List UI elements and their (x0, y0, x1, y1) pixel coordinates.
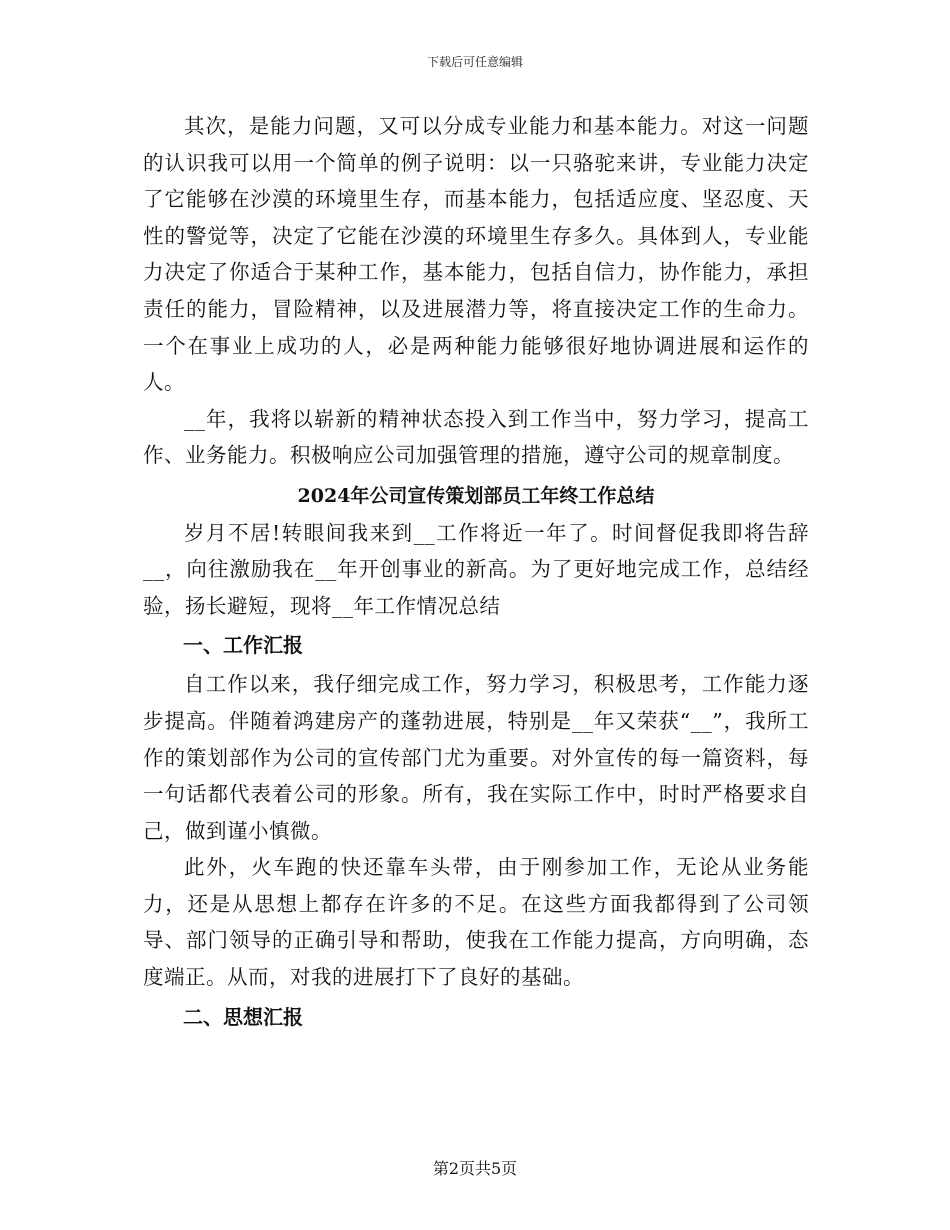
paragraph-intro: 岁月不居!转眼间我来到__工作将近一年了。时间督促我即将告辞__，向往激励我在__年开创事业的新高。为了更好地完成工作，总结经验，扬长避短，现将__年工作情况总结 (143, 520, 809, 618)
paragraph-work-1: 自工作以来，我仔细完成工作，努力学习，积极思考，工作能力逐步提高。伴随着鸿建房产的蓬勃进展，特别是__年又荣获“__”，我所工作的策划部作为公司的宣传部门尤为重要。对外宣传的每一篇资料，每一句话都代表着公司的形象。所有，我在实际工作中，时时严格要求自己，做到谨小慎微。 (143, 672, 809, 843)
page-header: 下载后可任意编辑 (426, 55, 523, 69)
section-heading-work-report: 一、工作汇报 (183, 633, 303, 658)
paragraph-work-2: 此外，火车跑的快还靠车头带，由于刚参加工作，无论从业务能力，还是从思想上都存在许多的不足。在这些方面我都得到了公司领导、部门领导的正确引导和帮助，使我在工作能力提高，方向明确，态度端正。从而，对我的进展打下了良好的基础。 (143, 855, 809, 990)
document-body (143, 108, 809, 1038)
page-footer: 第2页共5页 (432, 1159, 518, 1178)
section-heading-thought-report: 二、思想汇报 (183, 1004, 303, 1029)
paragraph-ability: 其次，是能力问题，又可以分成专业能力和基本能力。对这一问题的认识我可以用一个简单的例子说明：以一只骆驼来讲，专业能力决定了它能够在沙漠的环境里生存，而基本能力，包括适应度、坚忍度、天性的警觉等，决定了它能在沙漠的环境里生存多久。具体到人，专业能力决定了你适合于某种工作，基本能力，包括自信力，协作能力，承担责任的能力，冒险精神，以及进展潜力等，将直接决定工作的生命力。一个在事业上成功的人，必是两种能力能够很好地协调进展和运作的人。 (143, 114, 809, 395)
document-title: 2024年公司宣传策划部员工年终工作总结 (297, 484, 655, 507)
paragraph-plan: __年，我将以崭新的精神状态投入到工作当中，努力学习，提高工作、业务能力。积极响应公司加强管理的措施，遵守公司的规章制度。 (143, 406, 809, 468)
